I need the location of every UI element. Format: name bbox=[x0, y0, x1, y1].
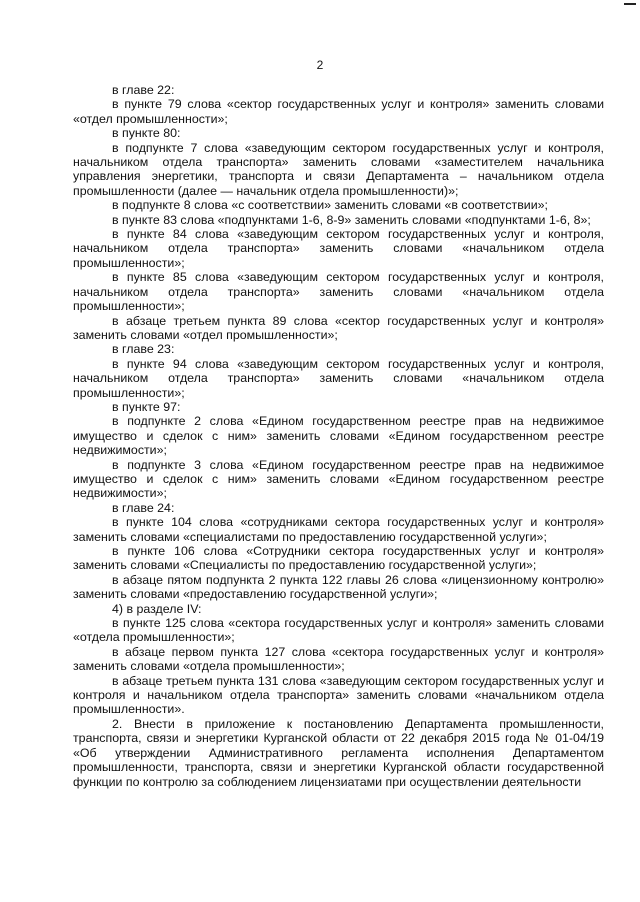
paragraph: в пункте 79 слова «сектор государственных услуг и контроля» заменить словами «отдел промышленности»; bbox=[73, 97, 604, 126]
paragraph: в пункте 97: bbox=[112, 399, 181, 414]
paragraph: в пункте 83 слова «подпунктами 1-6, 8-9» заменить словами «подпунктами 1-6, 8»; bbox=[112, 212, 591, 227]
paragraph: в пункте 104 слова «сотрудниками сектора государственных услуг и контроля» заменить словами «специалистами по предоставлению государственной услуги»; bbox=[73, 515, 604, 544]
paragraph: в подпункте 8 слова «с соответствии» заменить словами «в соответствии»; bbox=[112, 198, 548, 213]
paragraph: в абзаце третьем пункта 89 слова «сектор государственных услуг и контроля» заменить словами «отдел промышленности»; bbox=[73, 313, 604, 342]
paragraph: в пункте 94 слова «заведующим сектором государственных услуг и контроля, начальником отдела транспорта» заменить словами «начальником отдела промышленности»; bbox=[73, 356, 604, 400]
paragraph: в подпункте 3 слова «Едином государственном реестре прав на недвижимое имущество и сделок с ним» заменить словами «Едином государственном реестре недвижимости»; bbox=[73, 457, 604, 501]
document-body bbox=[73, 83, 604, 789]
paragraph: в абзаце пятом подпункта 2 пункта 122 главы 26 слова «лицензионному контролю» заменить словами «предоставлению государственной услуги»; bbox=[73, 572, 604, 602]
paragraph: 4) в разделе IV: bbox=[112, 601, 202, 616]
paragraph: в пункте 85 слова «заведующим сектором государственных услуг и контроля, начальником отдела транспорта» заменить словами «начальником отдела промышленности»; bbox=[73, 270, 604, 314]
paragraph: в пункте 106 слова «Сотрудники сектора государственных услуг и контроля» заменить словами «Специалисты по предоставлению государственной услуги»; bbox=[73, 544, 604, 573]
paragraph: в пункте 80: bbox=[112, 126, 181, 141]
paragraph: в абзаце третьем пункта 131 слова «заведующим сектором государственных услуг и контроля и начальником отдела транспорта» заменить словами «начальником отдела промышленности». bbox=[73, 673, 604, 717]
scan-corner-mark bbox=[624, 3, 636, 5]
page-number: 2 bbox=[316, 58, 324, 72]
paragraph: в подпункте 7 слова «заведующим сектором государственных услуг и контроля, начальником отдела транспорта» заменить словами «заместителем начальника управления энергетики, транспорта и связи Департамента – начальником отдела промышленности (далее — начальник отдела промышленности)»; bbox=[73, 140, 604, 198]
paragraph: в главе 24: bbox=[112, 500, 175, 515]
paragraph: 2. Внести в приложение к постановлению Департамента промышленности, транспорта, связи и энергетики Курганской области от 22 декабря 2015 года № 01-04/19 «Об утверждении Административного регламента исполнения Департаментом промышленности, транспорта, связи и энергетики Курганской области государственной функции по контролю за соблюдением лицензиатами при осуществлении деятельности bbox=[73, 716, 604, 789]
paragraph: в главе 22: bbox=[112, 83, 175, 97]
paragraph: в пункте 84 слова «заведующим сектором государственных услуг и контроля, начальником отдела транспорта» заменить словами «начальником отдела промышленности»; bbox=[73, 227, 604, 270]
paragraph: в пункте 125 слова «сектора государственных услуг и контроля» заменить словами «отдела промышленности»; bbox=[73, 616, 604, 645]
paragraph: в подпункте 2 слова «Едином государственном реестре прав на недвижимое имущество и сделок с ним» заменить словами «Едином государственном реестре недвижимости»; bbox=[73, 414, 604, 458]
paragraph: в абзаце первом пункта 127 слова «сектора государственных услуг и контроля» заменить словами «отдела промышленности»; bbox=[73, 644, 604, 674]
paragraph: в главе 23: bbox=[112, 342, 175, 357]
